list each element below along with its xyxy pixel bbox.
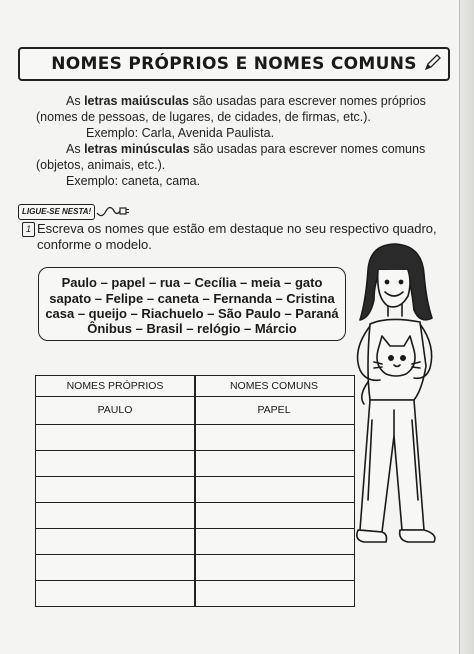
row-divider — [36, 450, 354, 451]
exercise-number: 1 — [22, 222, 35, 237]
exercise-instruction-1: Escreva os nomes que estão em destaque no seu respectivo quadro, — [37, 221, 437, 236]
row-divider — [36, 476, 354, 477]
word-line: sapato – Felipe – caneta – Fernanda – Cristina — [49, 291, 335, 306]
header-common-nouns: NOMES COMUNS — [229, 380, 319, 392]
word-bank — [38, 267, 346, 341]
page-edge — [459, 0, 474, 654]
intro-line-5: (objetos, animais, etc.). — [36, 158, 166, 172]
row-divider — [36, 580, 354, 581]
intro-line-4: As letras minúsculas são usadas para escrever nomes comuns — [66, 142, 426, 156]
word-line: casa – queijo – Riachuelo – São Paulo – Paraná — [45, 306, 339, 321]
pencil-icon — [424, 53, 442, 71]
row-divider — [36, 554, 354, 555]
row-divider — [36, 502, 354, 503]
example-proper-noun: PAULO — [97, 404, 133, 416]
word-line: Ônibus – Brasil – relógio – Márcio — [87, 321, 297, 336]
answer-table — [35, 375, 355, 607]
exercise-instruction-2: conforme o modelo. — [37, 237, 152, 252]
example-common-noun: PAPEL — [257, 404, 291, 416]
tip-badge: LIGUE-SE NESTA! — [18, 204, 95, 220]
intro-line-1: As letras maiúsculas são usadas para escrever nomes próprios — [66, 94, 426, 108]
intro-line-2: (nomes de pessoas, de lugares, de cidades, de firmas, etc.). — [36, 110, 371, 124]
row-divider — [36, 424, 354, 425]
page-title: NOMES PRÓPRIOS E NOMES COMUNS — [51, 54, 417, 74]
intro-example-1: Exemplo: Carla, Avenida Paulista. — [86, 126, 275, 140]
plug-icon — [96, 203, 130, 219]
intro-example-2: Exemplo: caneta, cama. — [66, 174, 201, 188]
row-divider — [36, 528, 354, 529]
girl-holding-cat-illustration — [330, 240, 448, 552]
word-line: Paulo – papel – rua – Cecília – meia – gato — [61, 275, 323, 290]
row-divider — [36, 396, 354, 397]
header-proper-nouns: NOMES PRÓPRIOS — [66, 380, 164, 392]
title-box — [18, 47, 450, 81]
